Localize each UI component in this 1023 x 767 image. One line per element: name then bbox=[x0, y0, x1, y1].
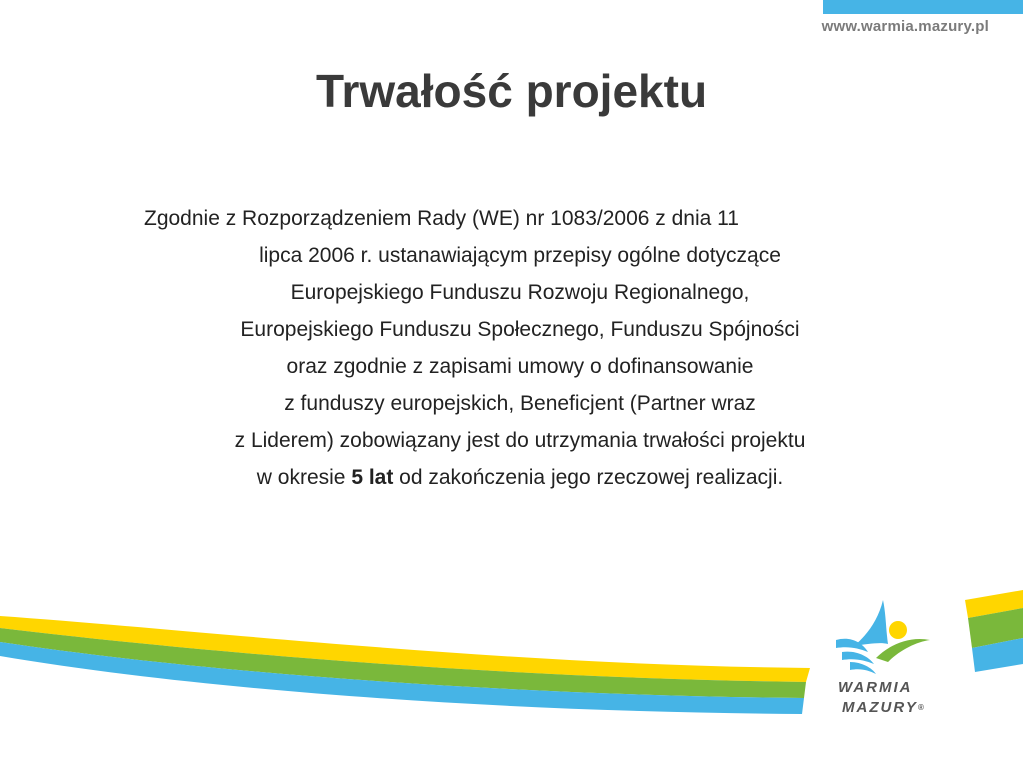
body-line: z funduszy europejskich, Beneficjent (Partner wraz bbox=[284, 392, 756, 415]
top-accent-bar bbox=[823, 0, 1023, 14]
body-line: Europejskiego Funduszu Rozwoju Regionalnego, bbox=[290, 281, 750, 304]
body-line-last bbox=[120, 459, 920, 496]
body-text-before: w okresie bbox=[256, 466, 352, 489]
body-line: Europejskiego Funduszu Społecznego, Funduszu Spójności bbox=[240, 318, 800, 341]
body-line: z Liderem) zobowiązany jest do utrzymania trwałości projektu bbox=[234, 429, 806, 452]
body-line: oraz zgodnie z zapisami umowy o dofinansowanie bbox=[286, 355, 754, 378]
logo-sun-icon bbox=[889, 621, 907, 639]
slide-title: Trwałość projektu bbox=[315, 65, 708, 117]
logo-word-mazury: MAZURY bbox=[842, 699, 918, 716]
logo-wordmark bbox=[838, 678, 924, 718]
logo-sail-icon bbox=[854, 600, 888, 646]
website-url: www.warmia.mazury.pl bbox=[821, 18, 989, 35]
emphasis-duration: 5 lat bbox=[351, 466, 394, 489]
registered-mark: ® bbox=[917, 703, 924, 713]
logo-word-warmia: WARMIA bbox=[838, 679, 913, 696]
slide-body bbox=[120, 200, 920, 496]
body-line: Zgodnie z Rozporządzeniem Rady (WE) nr 1083/2006 z dnia 11 bbox=[144, 207, 739, 230]
body-line: lipca 2006 r. ustanawiającym przepisy ogólne dotyczące bbox=[259, 244, 781, 267]
body-text-after: od zakończenia jego rzeczowej realizacji. bbox=[393, 466, 784, 489]
